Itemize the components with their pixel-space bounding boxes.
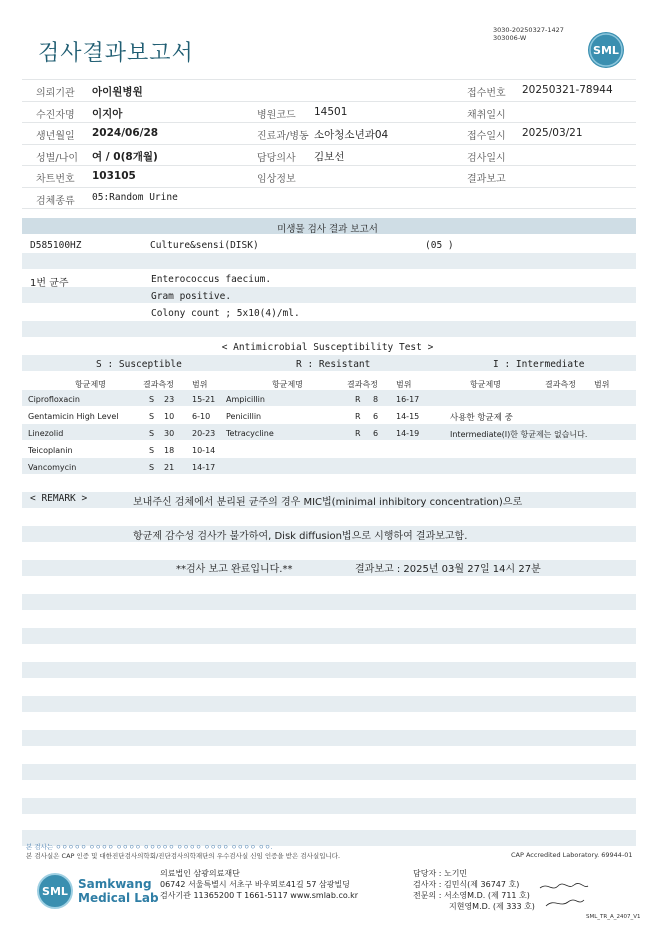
cap-accreditation: CAP Accredited Laboratory. 69944-01 <box>511 851 633 859</box>
ast-range: 16-17 <box>396 395 420 404</box>
ast-result: R <box>355 429 361 438</box>
col3-range-header: 범위 <box>594 380 610 389</box>
ast-range: 6-10 <box>192 412 211 421</box>
info-row <box>22 102 636 124</box>
stripe-band <box>22 730 636 746</box>
logo-text: SML <box>593 43 619 57</box>
specimen-label: 검체종류 <box>36 195 75 207</box>
ast-result: R <box>355 412 361 421</box>
col3-result-header: 결과측정 <box>545 380 576 389</box>
remark-label: < REMARK > <box>30 493 88 504</box>
col3-drug-header: 항균제명 <box>470 380 501 389</box>
col2-result-header: 결과측정 <box>347 380 378 389</box>
receipt-no-label: 접수번호 <box>467 88 506 99</box>
stripe-band <box>22 458 636 474</box>
gram-stain: Gram positive. <box>151 291 232 302</box>
stripe-band <box>22 798 636 814</box>
form-code: SML_TR_A_2407_V1 <box>586 914 641 920</box>
sml-logo-icon <box>36 872 74 910</box>
col1-range-header: 범위 <box>192 380 208 389</box>
clinical-label: 임상정보 <box>257 174 296 185</box>
ast-drug: Tetracycline <box>226 429 274 438</box>
ast-value: 23 <box>164 395 175 404</box>
stripe-band <box>22 321 636 337</box>
remark-line-2: 항균제 감수성 검사가 불가하여, Disk diffusion법으로 시행하여 결과보고함. <box>133 531 468 542</box>
ast-value: 10 <box>164 412 175 421</box>
ast-result: S <box>149 446 155 455</box>
patient-label: 수진자명 <box>36 109 75 121</box>
ast-drug: Gentamicin High Level <box>28 412 119 421</box>
chart-label: 차트번호 <box>36 174 75 185</box>
stripe-band <box>22 628 636 644</box>
ast-title: < Antimicrobial Susceptibility Test > <box>221 342 434 353</box>
ast-range: 15-21 <box>192 395 216 404</box>
ast-range: 14-15 <box>396 412 420 421</box>
hospital-code-value: 14501 <box>314 105 348 118</box>
ast-range: 20-23 <box>192 429 216 438</box>
ast-value: 6 <box>373 412 379 421</box>
ast-drug: Penicillin <box>226 412 262 421</box>
footer-staff-block <box>413 868 535 912</box>
stripe-band <box>22 287 636 303</box>
test-name: Culture&sensi(DISK) <box>150 240 259 251</box>
svg-text:SML: SML <box>42 885 68 898</box>
receipt-date-value: 2025/03/21 <box>522 127 583 139</box>
org-contact: 검사기관 11365200 T 1661-5117 www.smlab.co.kr <box>160 891 359 900</box>
legend-resistant: R : Resistant <box>296 359 371 370</box>
ast-result: S <box>149 395 155 404</box>
info-row <box>22 79 636 102</box>
col2-drug-header: 항균제명 <box>272 380 303 389</box>
footer-logo <box>36 872 159 910</box>
col2-range-header: 범위 <box>396 380 412 389</box>
intermediate-note-2: Intermediate(I)한 항균제는 없습니다. <box>450 430 588 439</box>
page-title: 검사결과보고서 <box>38 41 194 66</box>
stripe-band <box>22 390 636 406</box>
stripe-band <box>22 253 636 269</box>
col1-result-header: 결과측정 <box>143 380 174 389</box>
document-id <box>493 26 564 42</box>
ast-drug: Linezolid <box>28 429 64 438</box>
footer-notice-1: 본 검사는 ㅇㅇㅇㅇㅇ ㅇㅇㅇㅇ ㅇㅇㅇㅇ ㅇㅇㅇㅇㅇ ㅇㅇㅇㅇ ㅇㅇㅇㅇ ㅇㅇㅇㅇ ㅇㅇ. <box>26 843 273 851</box>
patient-value: 이지아 <box>92 107 123 120</box>
patient-info-table <box>22 79 636 209</box>
info-row <box>22 166 636 188</box>
document-id-line-1: 3030-20250327-1427 <box>493 26 564 34</box>
legend-susceptible: S : Susceptible <box>96 359 182 370</box>
test-date-label: 검사일시 <box>467 152 506 164</box>
staff-specialist-2: 지현영M.D. (제 333 호) <box>449 902 535 911</box>
stripe-band <box>22 696 636 712</box>
dept-label: 진료과/병동 <box>257 131 309 142</box>
stripe-band <box>22 594 636 610</box>
stripe-band <box>22 764 636 780</box>
stripe-band <box>22 560 636 576</box>
test-code: D585100HZ <box>30 240 82 251</box>
report-time: 결과보고 : 2025년 03월 27일 14시 27분 <box>355 564 541 575</box>
ast-drug: Vancomycin <box>28 463 77 472</box>
info-row <box>22 123 636 145</box>
ast-drug: Ciprofloxacin <box>28 395 80 404</box>
ast-value: 6 <box>373 429 379 438</box>
ast-drug: Ampicillin <box>226 395 265 404</box>
report-label: 결과보고 <box>467 174 506 185</box>
org-name: 의료법인 삼광의료재단 <box>160 869 240 878</box>
organism: Enterococcus faecium. <box>151 274 272 285</box>
ast-result: S <box>149 412 155 421</box>
hospital-code-label: 병원코드 <box>257 109 296 121</box>
ast-value: 18 <box>164 446 175 455</box>
chart-value: 103105 <box>92 170 136 182</box>
collection-label: 채취일시 <box>467 109 506 121</box>
signature-icon <box>538 880 608 910</box>
specimen-value: 05:Random Urine <box>92 191 178 203</box>
info-row <box>22 145 636 167</box>
ast-drug: Teicoplanin <box>28 446 73 455</box>
staff-manager: 담당자 : 노기민 <box>413 869 468 878</box>
micro-section-title: 미생물 검사 결과 보고서 <box>277 224 378 235</box>
col1-drug-header: 항균제명 <box>75 380 106 389</box>
colony-count: Colony count ; 5x10(4)/ml. <box>151 308 300 319</box>
ast-result: S <box>149 429 155 438</box>
institution-value: 아이원병원 <box>92 86 143 98</box>
legend-intermediate: I : Intermediate <box>493 359 585 370</box>
ast-range: 14-17 <box>192 463 216 472</box>
ast-value: 8 <box>373 395 379 404</box>
dept-value: 소아청소년과04 <box>314 129 389 141</box>
org-address: 06742 서울특별시 서초구 바우뫼로41길 57 삼광빌딩 <box>160 880 350 889</box>
staff-tester: 검사자 : 김민식(제 36747 호) <box>413 880 520 889</box>
intermediate-note-1: 사용한 항균제 중 <box>450 413 513 423</box>
remark-line-1: 보내주신 검체에서 분리된 균주의 경우 MIC법(minimal inhibitory concentration)으로 <box>133 497 523 508</box>
sex-age-label: 성별/나이 <box>36 152 79 164</box>
ast-range: 14-19 <box>396 429 420 438</box>
birth-label: 생년월일 <box>36 131 75 142</box>
doctor-value: 김보선 <box>314 150 345 163</box>
footer-notice-2: 본 검사실은 CAP 인증 및 대한진단검사의학회/진단검사의학재단의 우수검사실 신임 인증을 받은 검사실입니다. <box>26 852 341 860</box>
staff-specialist-1: 전문의 : 서소영M.D. (제 711 호) <box>413 891 530 900</box>
sml-logo <box>588 32 624 68</box>
institution-label: 의뢰기관 <box>36 88 75 99</box>
ast-result: S <box>149 463 155 472</box>
sex-age-value: 여 / 0(8개월) <box>92 150 158 163</box>
ast-result: R <box>355 395 361 404</box>
brand-line-1: Samkwang <box>78 877 152 891</box>
stripe-band <box>22 662 636 678</box>
receipt-date-label: 접수일시 <box>467 131 506 142</box>
document-id-line-2: 303006-W <box>493 34 527 42</box>
strain-label: 1번 균주 <box>30 278 69 289</box>
report-complete: **검사 보고 완료입니다.** <box>176 564 293 575</box>
birth-value: 2024/06/28 <box>92 127 159 139</box>
test-number: (05 ) <box>425 240 454 251</box>
brand-line-2: Medical Lab <box>78 891 159 905</box>
footer-org-block <box>160 868 358 901</box>
ast-range: 10-14 <box>192 446 216 455</box>
ast-value: 21 <box>164 463 175 472</box>
doctor-label: 담당의사 <box>257 152 296 164</box>
info-row <box>22 188 636 210</box>
receipt-no-value: 20250321-78944 <box>522 84 613 96</box>
ast-value: 30 <box>164 429 175 438</box>
